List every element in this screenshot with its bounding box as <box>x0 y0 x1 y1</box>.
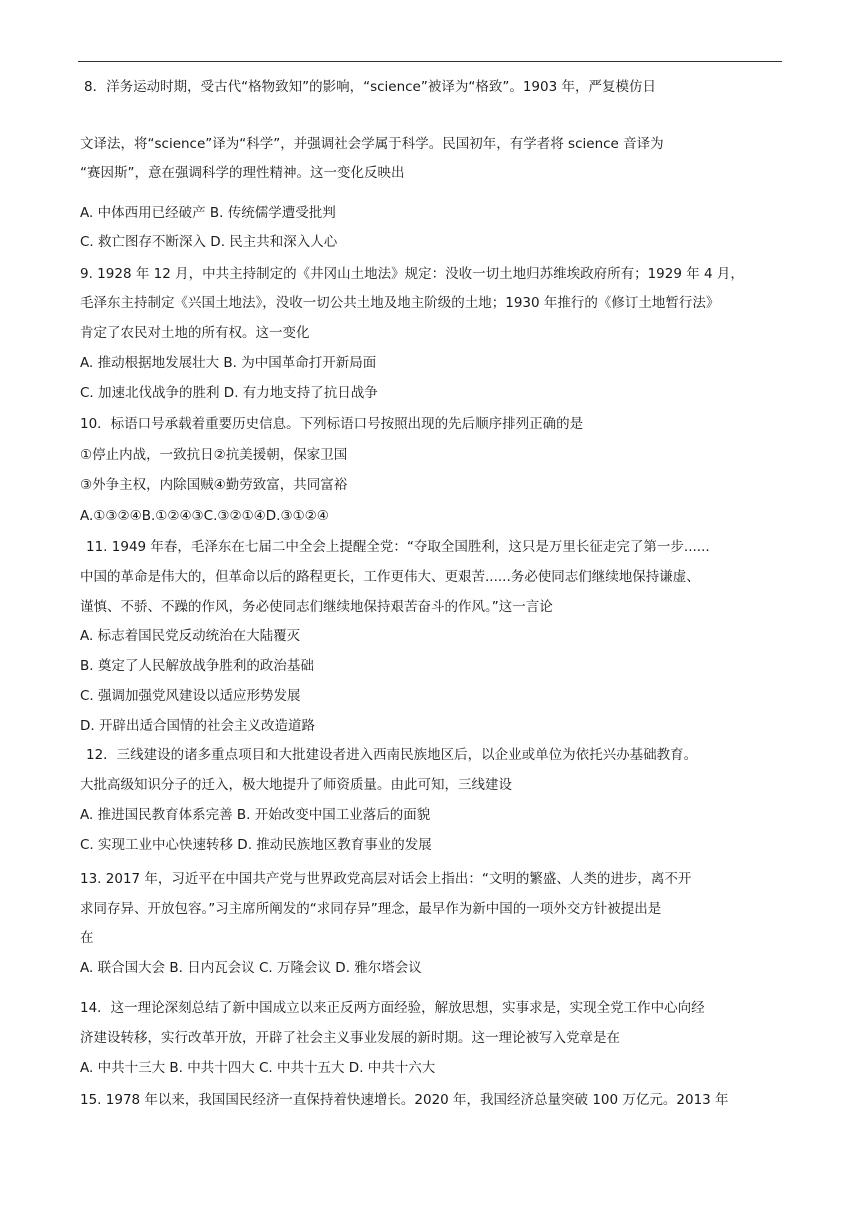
q9-stem-line-3: 肯定了农民对土地的所有权。这一变化 <box>80 325 310 341</box>
q10-option-line-1: A.①③②④B.①②④③C.③②①④D.③①②④ <box>80 508 329 524</box>
q8-stem-line-1: 8．洋务运动时期，受古代“格物致知”的影响，“science”被译为“格致”。1903 年，严复模仿日 <box>84 79 656 95</box>
q11-stem-line-1: 11. 1949 年春，毛泽东在七届二中全会上提醒全党：“夺取全国胜利，这只是万里长征走完了第一步...... <box>86 539 710 555</box>
q10-stem-line-1: 10．标语口号承载着重要历史信息。下列标语口号按照出现的先后顺序排列正确的是 <box>80 416 584 432</box>
q13-stem-line-1: 13. 2017 年，习近平在中国共产党与世界政党高层对话会上指出：“文明的繁盛、人类的进步，离不开 <box>80 871 692 887</box>
q8-stem-line-2: 文译法，将“science”译为“科学”，并强调社会学属于科学。民国初年，有学者将 science 音译为 <box>80 136 664 152</box>
q8-stem-line-3: “赛因斯”，意在强调科学的理性精神。这一变化反映出 <box>80 165 405 181</box>
q9-stem-line-1: 9. 1928 年 12 月，中共主持制定的《井冈山土地法》规定：没收一切土地归苏维埃政府所有；1929 年 4 月， <box>80 266 744 282</box>
q11-stem-line-3: 谨慎、不骄、不躁的作风，务必使同志们继续地保持艰苦奋斗的作风。”这一言论 <box>80 599 553 615</box>
q12-option-line-2: C. 实现工业中心快速转移 D. 推动民族地区教育事业的发展 <box>80 837 432 853</box>
header-rule <box>78 61 782 62</box>
q12-option-line-1: A. 推进国民教育体系完善 B. 开始改变中国工业落后的面貌 <box>80 807 431 823</box>
q9-option-line-2: C. 加速北伐战争的胜利 D. 有力地支持了抗日战争 <box>80 385 378 401</box>
q9-option-line-1: A. 推动根据地发展壮大 B. 为中国革命打开新局面 <box>80 355 377 371</box>
q9-stem-line-2: 毛泽东主持制定《兴国土地法》，没收一切公共土地及地主阶级的土地；1930 年推行的《修订土地暂行法》 <box>80 295 720 311</box>
q12-stem-line-2: 大批高级知识分子的迁入，极大地提升了师资质量。由此可知，三线建设 <box>80 777 512 793</box>
q10-stem-line-3: ③外争主权，内除国贼④勤劳致富，共同富裕 <box>80 477 348 493</box>
q8-option-line-1: A. 中体西用已经破产 B. 传统儒学遭受批判 <box>80 205 336 221</box>
q14-option-line-1: A. 中共十三大 B. 中共十四大 C. 中共十五大 D. 中共十六大 <box>80 1060 436 1076</box>
q12-stem-line-1: 12．三线建设的诸多重点项目和大批建设者进入西南民族地区后，以企业或单位为依托兴办基础教育。 <box>86 747 698 763</box>
q14-stem-line-1: 14．这一理论深刻总结了新中国成立以来正反两方面经验，解放思想，实事求是，实现全党工作中心向经 <box>80 1000 705 1016</box>
q11-option-line-1: A. 标志着国民党反动统治在大陆覆灭 <box>80 628 301 644</box>
q11-stem-line-2: 中国的革命是伟大的，但革命以后的路程更长，工作更伟大、更艰苦......务必使同志们继续地保持谦虚、 <box>80 569 700 585</box>
q8-option-line-2: C. 救亡图存不断深入 D. 民主共和深入人心 <box>80 234 338 250</box>
q13-stem-line-2: 求同存异、开放包容。”习主席所阐发的“求同存异”理念，最早作为新中国的一项外交方针被提出是 <box>80 901 662 917</box>
q11-option-line-4: D. 开辟出适合国情的社会主义改造道路 <box>80 718 315 734</box>
q13-option-line-1: A. 联合国大会 B. 日内瓦会议 C. 万隆会议 D. 雅尔塔会议 <box>80 960 422 976</box>
q10-stem-line-2: ①停止内战，一致抗日②抗美援朝，保家卫国 <box>80 447 348 463</box>
q14-stem-line-2: 济建设转移，实行改革开放，开辟了社会主义事业发展的新时期。这一理论被写入党章是在 <box>80 1030 620 1046</box>
q11-option-line-3: C. 强调加强党风建设以适应形势发展 <box>80 688 301 704</box>
q13-stem-line-3: 在 <box>80 930 94 946</box>
q11-option-line-2: B. 奠定了人民解放战争胜利的政治基础 <box>80 658 314 674</box>
q15-stem-line-1: 15. 1978 年以来，我国国民经济一直保持着快速增长。2020 年，我国经济总量突破 100 万亿元。2013 年 <box>80 1092 729 1108</box>
